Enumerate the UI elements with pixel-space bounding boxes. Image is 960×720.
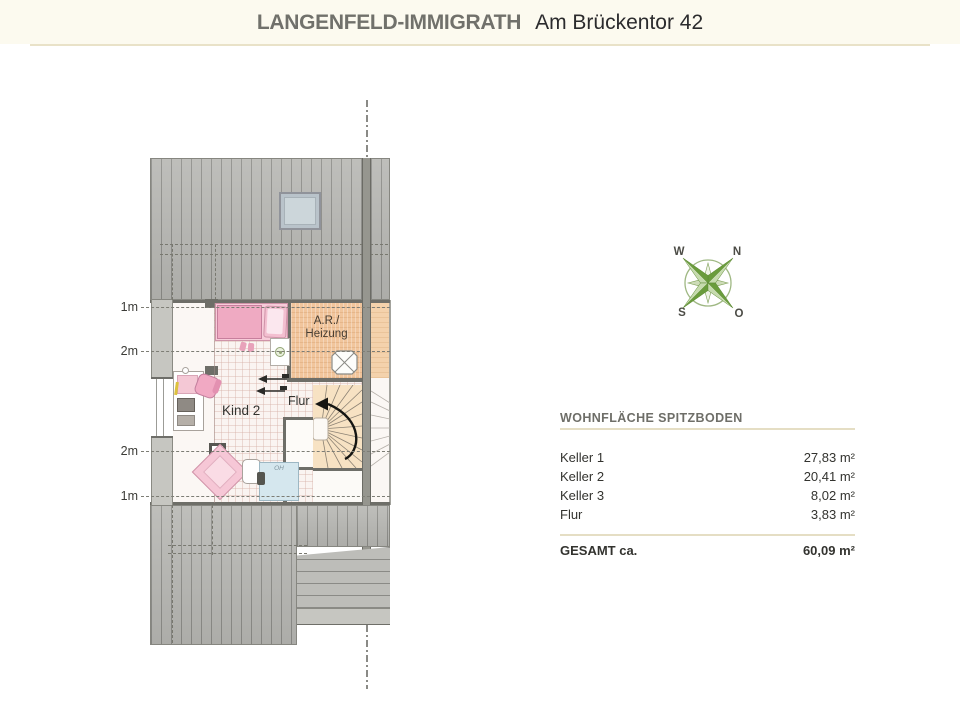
roof-dash-line xyxy=(160,254,388,255)
area-row-value: 8,02 m² xyxy=(810,488,855,503)
compass-south-label: S xyxy=(678,307,686,319)
area-row-value: 20,41 m² xyxy=(803,469,855,484)
area-row-label: Keller 3 xyxy=(560,488,605,503)
area-table-separator xyxy=(560,534,855,536)
area-table-title: WOHNFLÄCHE SPITZBODEN xyxy=(560,411,743,425)
room-kind2-label: Kind 2 xyxy=(222,403,261,418)
dim-label-1m-top: 1m xyxy=(120,300,138,314)
below-stairs-floor xyxy=(313,471,362,502)
play-mat-label: OH xyxy=(274,465,284,472)
area-row-value: 27,83 m² xyxy=(803,450,855,465)
desk-lamp-icon xyxy=(182,367,189,374)
dim-line-2m-bottom xyxy=(141,451,390,452)
compass-rose-icon xyxy=(676,251,740,315)
skylight-window xyxy=(279,192,321,230)
roof-bottom-eave-band xyxy=(297,608,390,625)
area-table-title-underline xyxy=(560,428,855,430)
dim-label-2m-top: 2m xyxy=(120,344,138,358)
window-glazing-line xyxy=(163,379,164,436)
room-flur-label: Flur xyxy=(288,394,310,408)
wall-ar-bottom xyxy=(287,378,362,382)
project-title: LANGENFELD-IMMIGRATH xyxy=(256,11,522,34)
window-left xyxy=(151,377,173,438)
area-total-value: 60,09 m² xyxy=(802,543,855,558)
axis-line-top xyxy=(366,100,368,158)
neighbor-staircase-treads xyxy=(371,385,390,468)
plant-icon xyxy=(275,347,285,357)
roof-bottom-right-upper xyxy=(297,505,390,547)
window-glazing-line xyxy=(156,379,157,436)
area-row-label: Keller 2 xyxy=(560,469,605,484)
nightstand xyxy=(270,338,290,366)
mat-toy xyxy=(257,472,265,485)
header xyxy=(0,11,960,35)
roof-top xyxy=(150,158,390,300)
bed-pillow xyxy=(263,305,288,338)
header-divider xyxy=(30,44,930,46)
compass-north-label: N xyxy=(732,246,742,258)
address-title: Am Brückentor 42 xyxy=(535,11,704,34)
roof-dash-line xyxy=(172,505,173,643)
area-row-label: Flur xyxy=(560,507,583,522)
dim-label-2m-bottom: 2m xyxy=(120,444,138,458)
roof-dash-line xyxy=(168,545,307,546)
heater-icon xyxy=(331,350,358,375)
keyboard xyxy=(177,415,195,426)
dim-line-1m-top xyxy=(141,307,390,308)
bed-blanket xyxy=(217,305,262,339)
roof-dash-line xyxy=(215,244,216,300)
compass-west-label: W xyxy=(673,246,685,258)
dim-line-1m-bottom xyxy=(141,496,390,497)
laptop xyxy=(177,398,195,412)
area-total-label: GESAMT ca. xyxy=(560,543,638,558)
skylight-glass xyxy=(284,197,316,225)
room-ar-label-line2: Heizung xyxy=(305,328,348,340)
roof-bottom-right-hip xyxy=(297,547,390,608)
room-ar-label xyxy=(291,315,362,341)
bed-pillow-inner xyxy=(266,309,283,335)
compass-east-label: O xyxy=(734,308,744,320)
door-swing-arrow xyxy=(254,384,288,397)
dim-line-2m-top xyxy=(141,351,390,352)
neighbor-ar-room xyxy=(371,303,390,378)
room-ar-label-line1: A.R./ xyxy=(313,315,340,327)
axis-line-bottom xyxy=(366,625,368,689)
dim-label-1m-bottom: 1m xyxy=(120,489,138,503)
roof-dash-line xyxy=(160,244,388,245)
area-row-value: 3,83 m² xyxy=(810,507,855,522)
roof-dash-line xyxy=(212,505,213,555)
roof-dash-line xyxy=(172,244,173,300)
roof-dash-line xyxy=(168,553,307,554)
area-row-label: Keller 1 xyxy=(560,450,605,465)
